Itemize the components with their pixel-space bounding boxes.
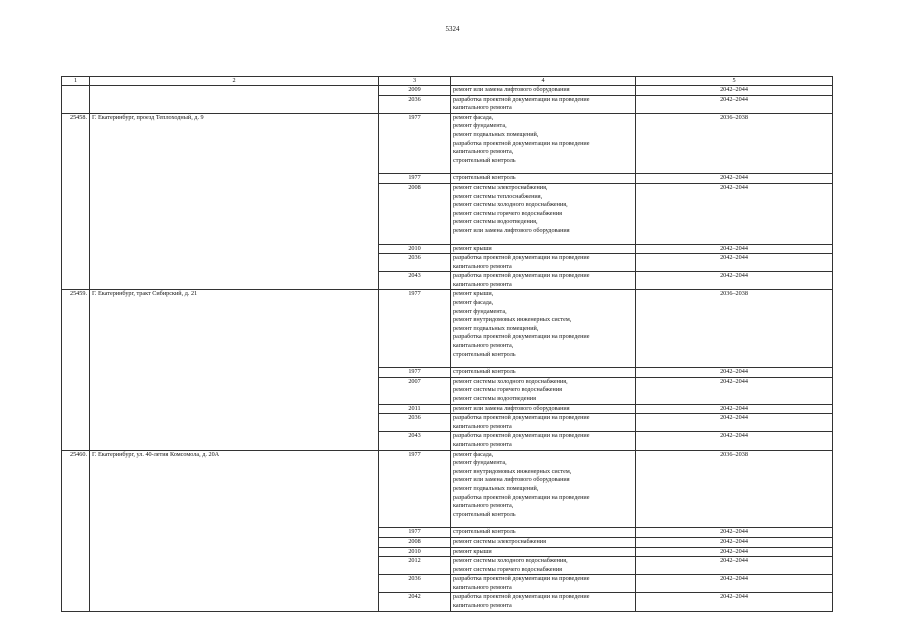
row-number-cell xyxy=(62,272,90,290)
period-cell: 2042–2044 xyxy=(636,537,833,547)
build-year-cell: 2010 xyxy=(379,547,451,557)
row-number-cell: 25459. xyxy=(62,290,90,368)
period-cell: 2042–2044 xyxy=(636,95,833,113)
row-number-cell xyxy=(62,414,90,432)
address-cell xyxy=(90,575,379,593)
works-cell: ремонт системы электроснабжения, ремонт системы теплоснабжения, ремонт системы холодного водоснабжения, ремонт системы горячего водоснабжения ремонт системы водоотведения, ремонт или замена лифтового оборудования xyxy=(451,183,636,244)
address-cell xyxy=(90,432,379,450)
row-number-cell xyxy=(62,174,90,184)
period-cell: 2042–2044 xyxy=(636,272,833,290)
address-cell xyxy=(90,404,379,414)
period-cell: 2042–2044 xyxy=(636,244,833,254)
column-header: 4 xyxy=(451,77,636,86)
works-cell: ремонт системы холодного водоснабжения, ремонт системы горячего водоснабжения xyxy=(451,557,636,575)
address-cell: Г. Екатеринбург, тракт Сибирский, д. 21 xyxy=(90,290,379,368)
period-cell: 2042–2044 xyxy=(636,86,833,96)
table-row xyxy=(62,95,833,113)
build-year-cell: 1977 xyxy=(379,450,451,528)
address-cell xyxy=(90,537,379,547)
works-cell: ремонт системы холодного водоснабжения, ремонт системы горячего водоснабжения ремонт системы водоотведения xyxy=(451,377,636,404)
build-year-cell: 2009 xyxy=(379,86,451,96)
row-number-cell xyxy=(62,377,90,404)
address-cell: Г. Екатеринбург, ул. 40-летия Комсомола, д. 20А xyxy=(90,450,379,528)
table-row xyxy=(62,404,833,414)
address-cell xyxy=(90,528,379,538)
works-cell: ремонт фасада, ремонт фундамента, ремонт подвальных помещений, разработка проектной документации на проведение капитального ремонта, строительный контроль xyxy=(451,113,636,174)
works-cell: разработка проектной документации на проведение капитального ремонта xyxy=(451,575,636,593)
period-cell: 2042–2044 xyxy=(636,528,833,538)
row-number-cell xyxy=(62,86,90,96)
column-header: 3 xyxy=(379,77,451,86)
table-row xyxy=(62,183,833,244)
address-cell xyxy=(90,95,379,113)
row-number-cell xyxy=(62,537,90,547)
row-number-cell xyxy=(62,244,90,254)
table-row xyxy=(62,450,833,528)
column-header: 5 xyxy=(636,77,833,86)
works-cell: строительный контроль xyxy=(451,368,636,378)
row-number-cell: 25458. xyxy=(62,113,90,174)
table-row xyxy=(62,537,833,547)
build-year-cell: 2042 xyxy=(379,593,451,611)
period-cell: 2042–2044 xyxy=(636,557,833,575)
works-cell: разработка проектной документации на проведение капитального ремонта xyxy=(451,414,636,432)
build-year-cell: 1977 xyxy=(379,174,451,184)
row-number-cell xyxy=(62,95,90,113)
works-cell: ремонт или замена лифтового оборудования xyxy=(451,86,636,96)
works-cell: разработка проектной документации на проведение капитального ремонта xyxy=(451,432,636,450)
row-number-cell xyxy=(62,368,90,378)
period-cell: 2036–2038 xyxy=(636,450,833,528)
period-cell: 2042–2044 xyxy=(636,547,833,557)
repair-schedule-table xyxy=(61,76,833,612)
works-cell: ремонт крыши, ремонт фасада, ремонт фундамента, ремонт внутридомовых инженерных систем, ремонт подвальных помещений, разработка проектной документации на проведение капитального ремонта, строительный контроль xyxy=(451,290,636,368)
address-cell xyxy=(90,547,379,557)
row-number-cell xyxy=(62,575,90,593)
period-cell: 2036–2038 xyxy=(636,113,833,174)
build-year-cell: 1977 xyxy=(379,113,451,174)
address-cell xyxy=(90,272,379,290)
works-cell: строительный контроль xyxy=(451,174,636,184)
build-year-cell: 1977 xyxy=(379,368,451,378)
address-cell xyxy=(90,244,379,254)
table-row xyxy=(62,272,833,290)
works-cell: разработка проектной документации на проведение капитального ремонта xyxy=(451,593,636,611)
period-cell: 2036–2038 xyxy=(636,290,833,368)
period-cell: 2042–2044 xyxy=(636,593,833,611)
build-year-cell: 2036 xyxy=(379,414,451,432)
address-cell xyxy=(90,183,379,244)
address-cell xyxy=(90,254,379,272)
column-header: 1 xyxy=(62,77,90,86)
period-cell: 2042–2044 xyxy=(636,183,833,244)
address-cell xyxy=(90,86,379,96)
table-row xyxy=(62,174,833,184)
works-cell: ремонт системы электроснабжения xyxy=(451,537,636,547)
period-cell: 2042–2044 xyxy=(636,174,833,184)
build-year-cell: 2008 xyxy=(379,183,451,244)
works-cell: разработка проектной документации на проведение капитального ремонта xyxy=(451,272,636,290)
build-year-cell: 2011 xyxy=(379,404,451,414)
works-cell: ремонт крыши xyxy=(451,547,636,557)
build-year-cell: 2007 xyxy=(379,377,451,404)
build-year-cell: 2036 xyxy=(379,95,451,113)
works-cell: строительный контроль xyxy=(451,528,636,538)
row-number-cell xyxy=(62,254,90,272)
row-number-cell xyxy=(62,547,90,557)
table-row xyxy=(62,368,833,378)
table-row xyxy=(62,432,833,450)
period-cell: 2042–2044 xyxy=(636,432,833,450)
build-year-cell: 2008 xyxy=(379,537,451,547)
table-row xyxy=(62,593,833,611)
period-cell: 2042–2044 xyxy=(636,377,833,404)
address-cell xyxy=(90,377,379,404)
address-cell xyxy=(90,174,379,184)
row-number-cell xyxy=(62,593,90,611)
column-header: 2 xyxy=(90,77,379,86)
address-cell: Г. Екатеринбург, проезд Теплоходный, д. 9 xyxy=(90,113,379,174)
address-cell xyxy=(90,557,379,575)
build-year-cell: 2036 xyxy=(379,254,451,272)
build-year-cell: 1977 xyxy=(379,290,451,368)
table-row xyxy=(62,377,833,404)
table-row xyxy=(62,290,833,368)
table-row xyxy=(62,113,833,174)
table-row xyxy=(62,547,833,557)
address-cell xyxy=(90,593,379,611)
period-cell: 2042–2044 xyxy=(636,414,833,432)
build-year-cell: 2010 xyxy=(379,244,451,254)
works-cell: разработка проектной документации на проведение капитального ремонта xyxy=(451,95,636,113)
row-number-cell xyxy=(62,528,90,538)
period-cell: 2042–2044 xyxy=(636,254,833,272)
build-year-cell: 2043 xyxy=(379,432,451,450)
row-number-cell: 25460. xyxy=(62,450,90,528)
table-row xyxy=(62,414,833,432)
build-year-cell: 2043 xyxy=(379,272,451,290)
row-number-cell xyxy=(62,432,90,450)
table-row xyxy=(62,557,833,575)
period-cell: 2042–2044 xyxy=(636,404,833,414)
table-row xyxy=(62,575,833,593)
works-cell: ремонт или замена лифтового оборудования xyxy=(451,404,636,414)
build-year-cell: 1977 xyxy=(379,528,451,538)
period-cell: 2042–2044 xyxy=(636,575,833,593)
page-number: 5324 xyxy=(445,25,460,33)
address-cell xyxy=(90,414,379,432)
table-header-row xyxy=(62,77,833,86)
row-number-cell xyxy=(62,183,90,244)
table-row xyxy=(62,244,833,254)
works-cell: ремонт крыши xyxy=(451,244,636,254)
works-cell: разработка проектной документации на проведение капитального ремонта xyxy=(451,254,636,272)
works-cell: ремонт фасада, ремонт фундамента, ремонт внутридомовых инженерных систем, ремонт или замена лифтового оборудования ремонт подвальных помещений, разработка проектной документации на проведение капитального ремонта, строительный контроль xyxy=(451,450,636,528)
table-row xyxy=(62,86,833,96)
period-cell: 2042–2044 xyxy=(636,368,833,378)
table-row xyxy=(62,254,833,272)
table-row xyxy=(62,528,833,538)
address-cell xyxy=(90,368,379,378)
row-number-cell xyxy=(62,557,90,575)
build-year-cell: 2012 xyxy=(379,557,451,575)
build-year-cell: 2036 xyxy=(379,575,451,593)
row-number-cell xyxy=(62,404,90,414)
